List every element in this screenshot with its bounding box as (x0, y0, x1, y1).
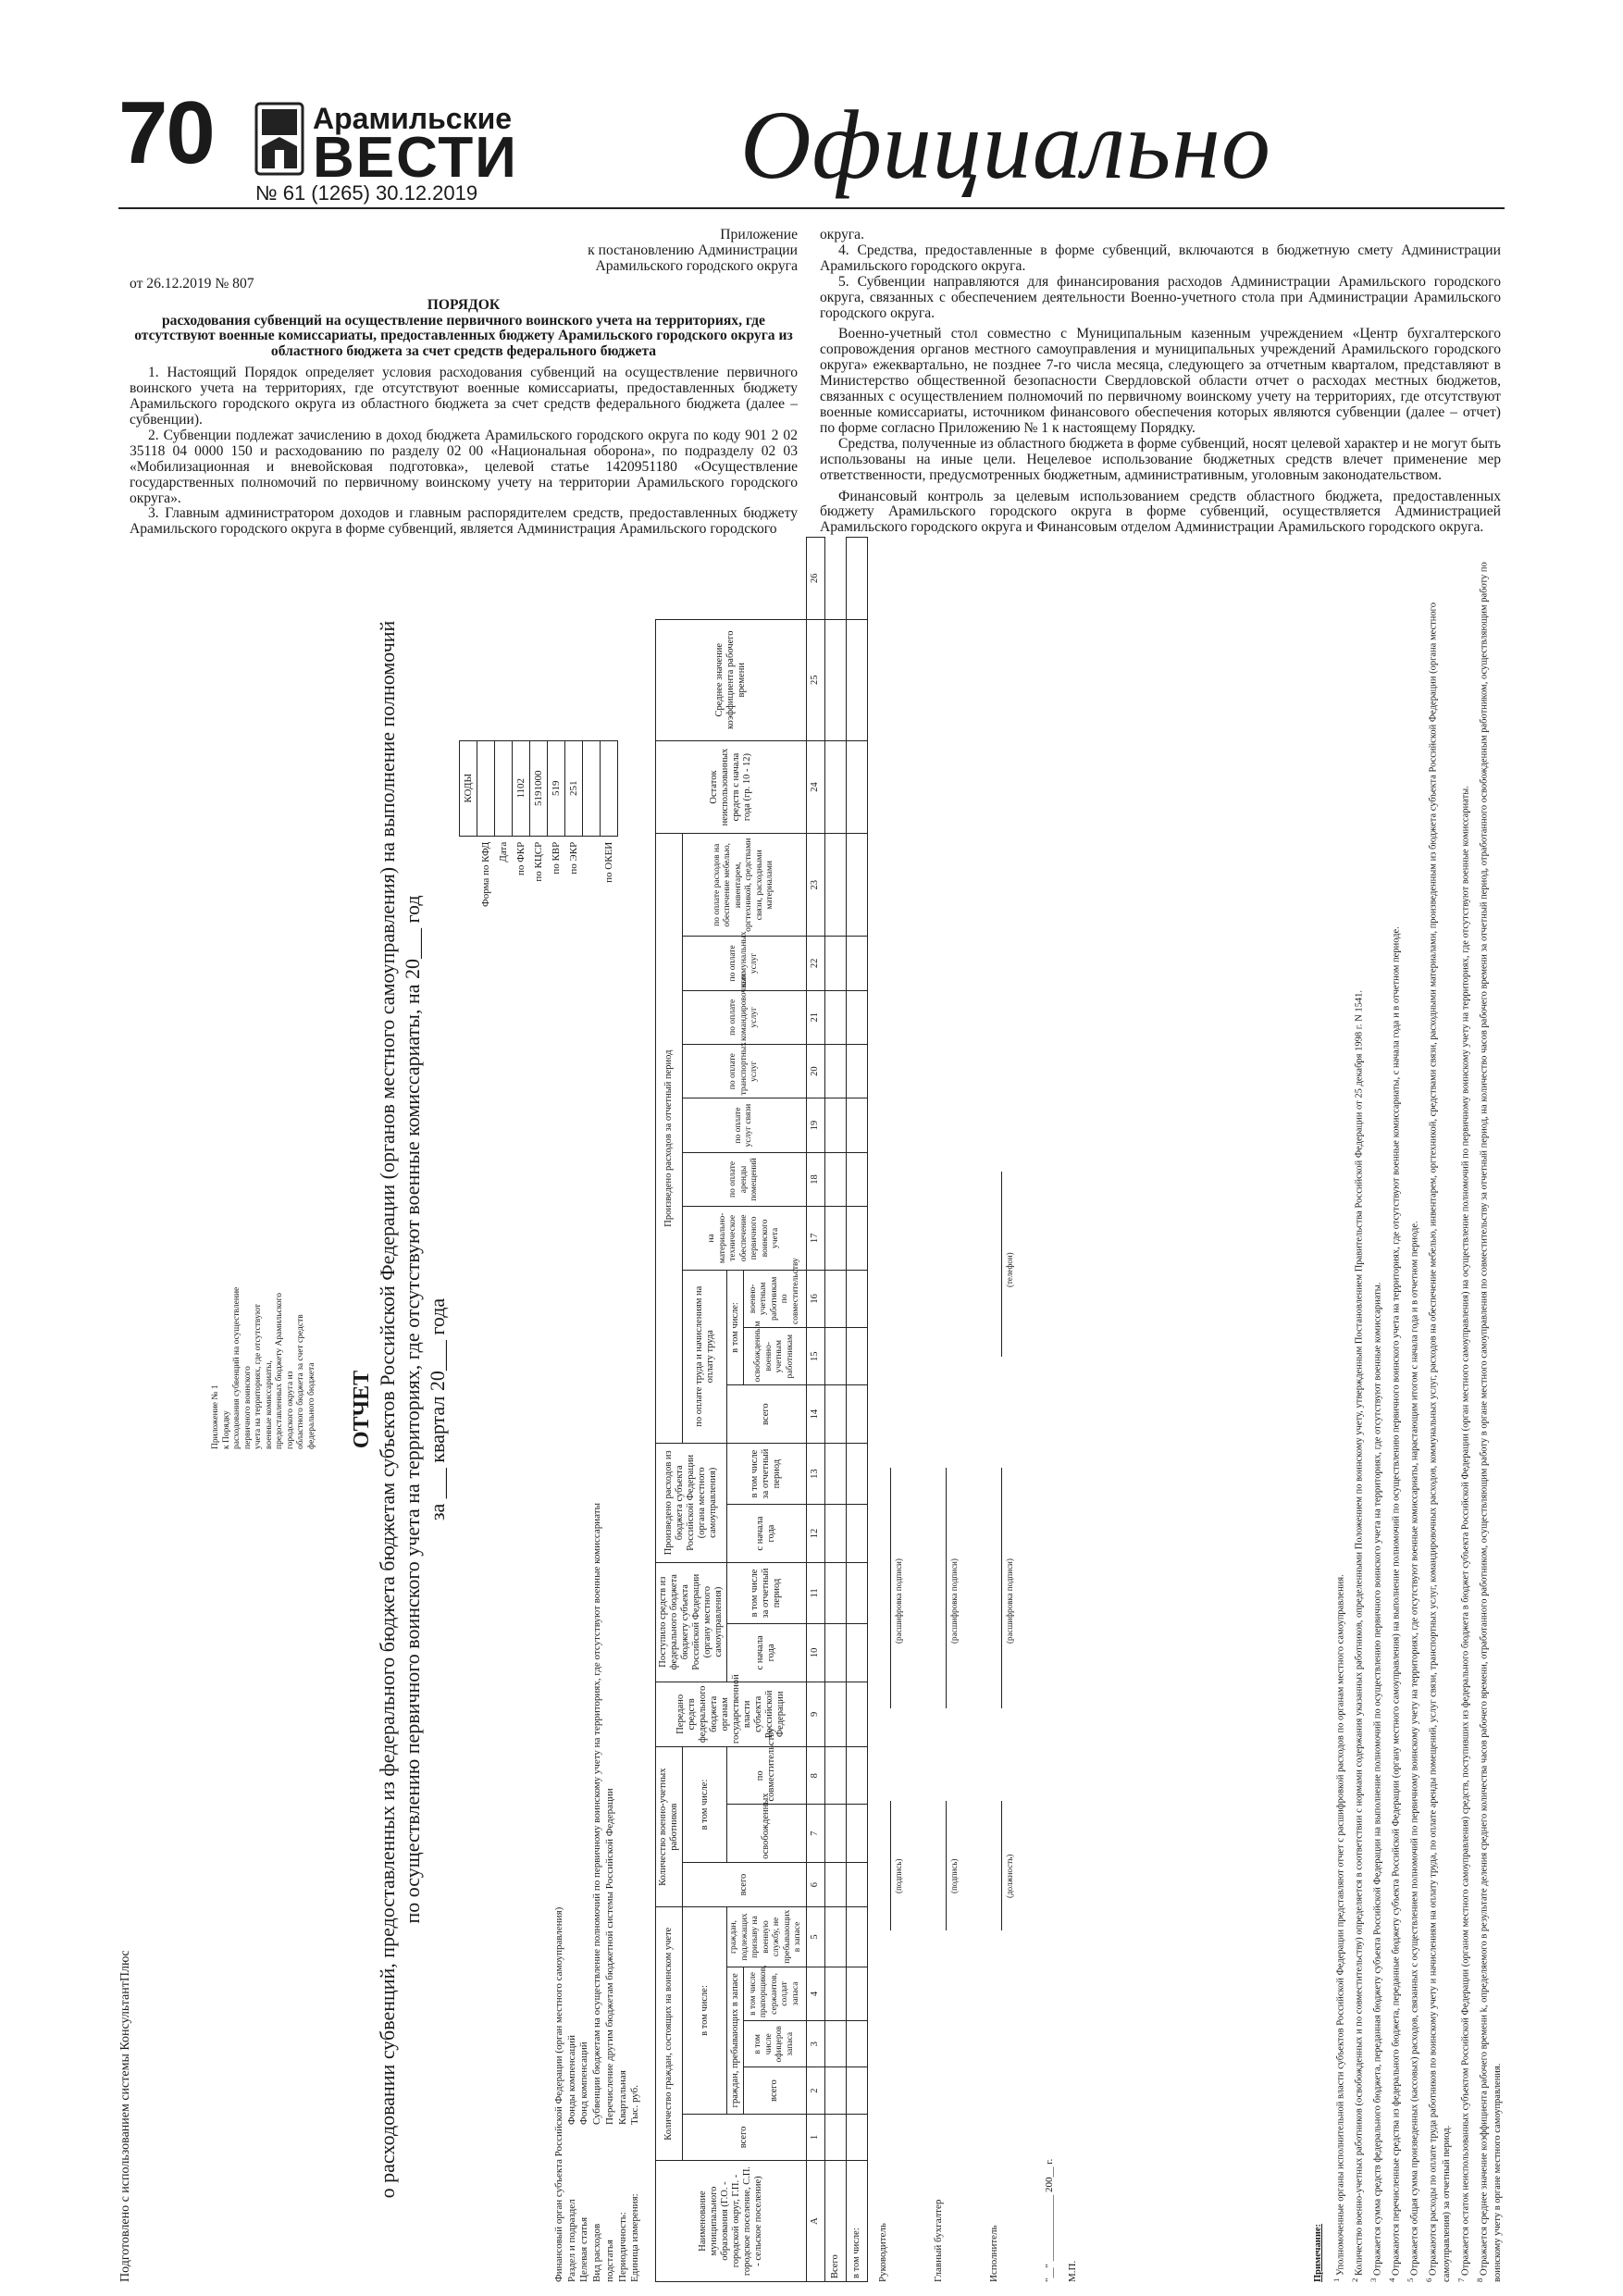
page-number: 70 (118, 83, 214, 182)
decoding-caption: (расшифровка подписи) (949, 1558, 959, 1644)
article-subtitle: расходования субвенций на осуществление первичного воинского учета на территориях, где отсутствуют военные комиссариаты, предоставленных бюджету Арамильского городского округа из областного бюджета за счет средств федерального бюджета (134, 312, 793, 360)
signature-block (859, 537, 1284, 2282)
col-header-workers: Количество военно-учетных работников (656, 1747, 683, 1907)
code-value (477, 740, 495, 836)
code-value: 5191000 (530, 740, 548, 836)
column-number: 25 (806, 619, 824, 740)
col-header-comm: по оплате услуг связи (683, 1098, 807, 1152)
footnote: $^1$ Уполномоченные органы исполнительной власти субъектов Российской Федерации представляют отчет с расшифровкой расходов по органам местного самоуправления. (1331, 1574, 1346, 2282)
col-header-workers-total: всего (683, 1862, 807, 1906)
col-header-spent: Произведено расходов из бюджета субъекта Российской Федерации (органа местного самоуправления) (656, 1443, 727, 1562)
report-title: ОТЧЕТ (350, 1370, 374, 1449)
col-header-officers: в том числе офицеров запаса (744, 2021, 806, 2067)
code-label (583, 836, 601, 912)
column-number: 16 (806, 1270, 824, 1327)
col-header-received-period: в том числе за отчетный период (727, 1562, 807, 1623)
meta-key: Целевая статья (578, 2216, 590, 2282)
appendix-line: Арамильского городского округа (595, 257, 798, 274)
form-appendix-line: к Порядку (221, 1410, 231, 1449)
col-header-expenses: Произведено расходов за отчетный период (656, 834, 683, 1444)
report-heading (350, 537, 450, 2282)
report-subtitle: о расходовании субвенций, предоставленных из федерального бюджета бюджетам субъектов Российской Федерации (органов местного самоуправления) на выполнение полномочий (376, 620, 399, 2199)
column-number: 26 (806, 538, 824, 620)
footnote: $^6$ Отражаются расходы по оплате труда работников по воинскому учету и начислениям на оплату труда, по оплате аренды помещений, услуг связи, транспортных услуг, командировочных расходов, коммунальных услуг, расходов на обеспечение мебелью, инвентарем, оргтехникой, средствами связи, расходными материалами, произведенным из бюджета субъекта Российской Федерации (органа местного самоуправления) за отчетный период. (1424, 602, 1453, 2282)
phone-caption: (телефон) (1005, 1252, 1014, 1287)
footnote: $^8$ Отражается среднее значение коэффициента рабочего времени k, определяемого в результате деления среднего количества часов рабочего времени, отработанного работником, осуществляющим работу в органе местного самоуправления по совместительству за отчетный период, на количество часов рабочего времени за отчетный период, отработанного освобожденным работником, осуществляющим работу по воинскому учету в органе местного самоуправления. (1474, 562, 1503, 2282)
column-number: 24 (806, 740, 824, 834)
codes-box (459, 570, 618, 912)
appendix-line: Приложение (720, 227, 798, 242)
form-appendix (211, 1283, 317, 1449)
col-header-workers-incl: в том числе: (683, 1747, 727, 1863)
stamp-label: М.П. (1067, 2260, 1078, 2282)
col-header-reserve: граждан, пребывающих в запасе (727, 1967, 744, 2114)
masthead-rule (118, 207, 1505, 209)
column-number: 12 (806, 1505, 824, 1562)
code-label: по ФКР (515, 841, 527, 876)
footnote: $^3$ Отражается сумма средств федерального бюджета, переданная бюджету субъекта Российской Федерации на выполнение полномочий по осуществлению первичного воинского учета на территориях, где отсутствуют военные комиссариаты. (1368, 1282, 1383, 2282)
form-appendix-line: учета на территориях, где отсутствуют военные комиссариаты, (254, 1304, 274, 1449)
table-row (824, 538, 846, 2282)
col-header-coef: Среднее значение коэффициента рабочего времени (656, 619, 807, 740)
meta-key: Периодичность: (616, 2212, 628, 2282)
col-header-utilities: по оплате коммунальных услуг (683, 937, 807, 990)
code-value (495, 740, 513, 836)
col-header-received-year: с начала года (727, 1624, 807, 1682)
code-value (601, 740, 618, 836)
column-number: 4 (806, 1967, 824, 2020)
code-label: по КЦСР (533, 841, 544, 882)
meta-value: Перечисление другим бюджетам бюджетной системы Российской Федерации (603, 1788, 615, 2125)
col-header-transport: по оплате транспортных услуг (683, 1044, 807, 1098)
col-header-conscripts: граждан, подлежащих призыву на военную службу, не пребывающих в запасе (727, 1907, 807, 1967)
col-header-spent-period: в том числе за отчетный период (727, 1443, 807, 1504)
column-number: 6 (806, 1862, 824, 1906)
row-label-total: Всего (824, 2161, 846, 2282)
column-number: 13 (806, 1443, 824, 1504)
meta-value: Квартальная (616, 2070, 628, 2125)
meta-key: Раздел и подраздел (565, 2199, 577, 2282)
column-number: 8 (806, 1747, 824, 1805)
meta-value: Фонды компенсаций (565, 2034, 577, 2125)
column-number: 14 (806, 1385, 824, 1443)
column-number: 2 (806, 2067, 824, 2114)
meta-key: Финансовый орган субъекта Российской Федерации (орган местного самоуправления) (553, 1906, 564, 2282)
form-appendix-line: предоставленных бюджету Арамильского городского округа из (275, 1292, 295, 1449)
footnote-text: Отражается остаток неиспользованных субъектом Российской Федерации (органом местного самоуправления) средств, поступивших из федерального бюджета в бюджет субъекта Российской Федерации (орган местного самоуправления) на осуществление полномочий по первичному воинскому учету на территориях, где отсутствуют военные комиссариаты. (1460, 786, 1471, 2276)
meta-value: Субвенции бюджетам на осуществление полномочий по первичному воинскому учету на территориях, где отсутствуют военные комиссариаты (591, 1503, 603, 2125)
consultant-note: Подготовлено с использованием системы КонсультантПлюс (118, 1950, 132, 2282)
article-title: ПОРЯДОК (427, 296, 501, 313)
issue-number: № 61 (1265) 30.12.2019 (255, 181, 478, 205)
signature-date: "__" _____________ 200__ г. (1044, 2158, 1055, 2282)
col-header-wages-rel: освобожденным военно-учетным работникам (744, 1328, 806, 1385)
col-header-balance: Остаток неиспользованных средств с начала года (гр. 10 - 12) (656, 740, 807, 834)
code-label: по ЭКР (568, 841, 579, 875)
column-number: 15 (806, 1328, 824, 1385)
col-header-wages: по оплате труда и начислениям на оплату труда (683, 1270, 727, 1443)
code-value: 519 (548, 740, 565, 836)
paragraph: 1. Настоящий Порядок определяет условия расходования субвенций на осуществление первичного воинского учета на территориях, где отсутствуют военные комиссариаты, предоставленных бюджету Арамильского городского округа из областного бюджета за счет средств федерального бюджета (далее – субвенции). (130, 365, 798, 428)
rotated-report-form (118, 537, 1525, 2282)
form-appendix-line: Приложение № 1 (211, 1384, 220, 1449)
col-header-name: Наименование муниципального образования (Г.О. - городской округ, Г.П. - городское поселение, С.П. - сельское поселение) (656, 2161, 807, 2282)
column-number: 21 (806, 990, 824, 1044)
section-title: Официально (740, 91, 1271, 199)
footnote: $^5$ Отражается общая сумма произведенных (кассовых) расходов, связанных с осуществлением полномочий по первичному воинскому учету на территориях, где отсутствуют военные комиссариаты, нарастающим итогом с начала года и в отчетном периоде. (1405, 1221, 1420, 2282)
paragraph: 5. Субвенции направляются для финансирования расходов Администрации Арамильского городского округа, связанных с обеспечением деятельности Военно-учетного стола при Администрации Арамильского городского округа. (820, 273, 1501, 321)
paragraph: 2. Субвенции подлежат зачислению в доход бюджета Арамильского городского округа по коду 901 2 02 35118 04 0000 150 и расходованию по разделу 02 00 «Национальная оборона», по подразделу 02 03 «Мобилизационная и вневойсковая подготовка», целевой статье 1420951180 «Осуществление государственных полномочий по первичному воинскому учету на территории Арамильского городского округа». (130, 427, 798, 506)
meta-key: подстатья (603, 2240, 615, 2282)
footnotes-heading: Примечание: (1313, 2223, 1323, 2282)
footnote: $^4$ Отражаются перечисленные средства из федерального бюджета, переданные бюджету субъекта Российской Федерации (органу местного самоуправления) на выполнение полномочий по осуществлению первичного воинского учета на территориях, где отсутствуют военные комиссариаты, с начала года и в отчетном периоде. (1386, 926, 1402, 2282)
code-value: 1102 (513, 740, 530, 836)
column-number: 19 (806, 1098, 824, 1152)
column-number: 1 (806, 2114, 824, 2160)
col-header-material: на материально-техническое обеспечение первичного воинского учета (683, 1207, 807, 1270)
footnote-text: Отражается сумма средств федерального бюджета, переданная бюджету субъекта Российской Федерации на выполнение полномочий по осуществлению первичного воинского учета на территориях, где отсутствуют военные комиссариаты. (1372, 1282, 1383, 2276)
code-value: 251 (565, 740, 583, 836)
article-right-column (820, 228, 1501, 536)
footnote-text: Уполномоченные органы исполнительной власти субъектов Российской Федерации представляют отчет с расшифровкой расходов по органам местного самоуправления. (1335, 1574, 1346, 2276)
signature-accountant-label: Главный бухгалтер (933, 2199, 944, 2282)
col-header-wages-incl: в том числе: (727, 1270, 744, 1385)
col-header-wages-part: военно-учетным работникам по совместительству (744, 1270, 806, 1327)
signature-executor-label: Исполнитель (988, 2225, 999, 2282)
column-number: 10 (806, 1624, 824, 1682)
report-meta (553, 1357, 642, 2282)
meta-value: Фонд компенсаций (578, 2042, 590, 2125)
meta-key: Вид расходов (591, 2223, 603, 2282)
column-number: 18 (806, 1152, 824, 1206)
col-header-reserve-total: всего (744, 2067, 806, 2114)
col-header-incl: в том числе: (683, 1907, 727, 2115)
meta-key: Единица измерения: (629, 2193, 641, 2282)
col-header-citizens: Количество граждан, состоящих на воинском учете (656, 1907, 683, 2161)
publication-logo-emblem (254, 102, 304, 176)
row-label-incl: в том числе: (846, 2161, 867, 2282)
paragraph: Финансовый контроль за целевым использованием средств областного бюджета, предоставленных бюджету Арамильского городского округа в форме субвенций, осуществляется Администрацией Арамильского городского округа и Финансовым отделом Администрации Арамильского городского округа. (820, 488, 1501, 536)
column-number: 23 (806, 834, 824, 937)
col-header-soldiers: в том числе прапорщиков, сержантов, солдат запаса (744, 1967, 806, 2020)
report-subtitle: за ___ квартал 20___ года (426, 1297, 449, 1521)
appendix-line: к постановлению Администрации (588, 242, 798, 258)
col-header-spent-year: с начала года (727, 1505, 807, 1562)
code-label: по ОКЕИ (603, 841, 614, 883)
meta-value: Тыс. руб. (629, 2084, 641, 2125)
column-number: 5 (806, 1907, 824, 1967)
article-left-column (130, 228, 798, 538)
footnote-text: Количество военно-учетных работников (освобожденных и по совместительству) определяется в соответствии с нормами содержания указанных работников, определенными Положением по воинскому учету, утвержденным Постановлением Правительства Российской Федерации от 25 декабря 1998 г. N 1541. (1354, 990, 1365, 2276)
code-label: по КВР (551, 841, 562, 875)
footnote: $^2$ Количество военно-учетных работников (освобожденных и по совместительству) определяется в соответствии с нормами содержания указанных работников, определенными Положением по воинскому учету, утвержденным Постановлением Правительства Российской Федерации от 25 декабря 1998 г. N 1541. (1349, 990, 1365, 2282)
paragraph: округа. (820, 227, 864, 242)
column-number: 7 (806, 1805, 824, 1862)
column-number: 11 (806, 1562, 824, 1623)
footnote-text: Отражается общая сумма произведенных (кассовых) расходов, связанных с осуществлением полномочий по первичному воинскому учету на территориях, где отсутствуют военные комиссариаты, нарастающим итогом с начала года и в отчетном периоде. (1409, 1221, 1420, 2276)
footnote-text: Отражаются перечисленные средства из федерального бюджета, переданные бюджету субъекта Российской Федерации (органу местного самоуправления) на выполнение полномочий по осуществлению первичного воинского учета на территориях, где отсутствуют военные комиссариаты, с начала года и в отчетном периоде. (1391, 926, 1402, 2276)
footnote: $^7$ Отражается остаток неиспользованных субъектом Российской Федерации (органом местного самоуправления) средств, поступивших из федерального бюджета в бюджет субъекта Российской Федерации (орган местного самоуправления) на осуществление полномочий по первичному воинскому учету на территориях, где отсутствуют военные комиссариаты. (1456, 786, 1471, 2282)
code-value (583, 740, 601, 836)
form-appendix-line: областного бюджета за счет средств федерального бюджета (296, 1314, 316, 1449)
paragraph: Средства, полученные из областного бюджета в форме субвенций, носят целевой характер и не могут быть использованы на иные цели. Нецелевое использование бюджетных средств влечет применение мер ответственности, предусмотренных бюджетным, административным, уголовным законодательством. (820, 435, 1501, 483)
column-number: 22 (806, 937, 824, 990)
col-header-released: освобожденных (727, 1805, 807, 1862)
col-header-rent: по оплате аренды помещений (683, 1152, 807, 1206)
footnotes (1312, 537, 1505, 2282)
column-number: 17 (806, 1207, 824, 1270)
paragraph: Военно-учетный стол совместно с Муниципальным казенным учреждением «Центр бухгалтерского сопровождения органов местного самоуправления и муниципальных учреждений Арамильского городского округа» ежеквартально, не позднее 7-го числа месяца, следующего за отчетным кварталом, представляют в Министерство общественной безопасности Свердловской области отчет о расходах местных бюджетов, связанных с осуществлением полномочий по первичному воинскому учету на территориях, где отсутствуют военные комиссариаты, источником финансового обеспечения которых являются субвенции (далее – отчет) по форме согласно Приложению № 1 к настоящему Порядку. (820, 326, 1501, 436)
code-label: Дата (498, 841, 509, 863)
col-header-parttime: по совместительству (727, 1747, 807, 1805)
col-header-transferred: Передано средств федерального бюджета органам государственной власти субъекта Российской Федерации (656, 1682, 807, 1746)
report-subtitle: по осуществлению первичного воинского учета на территориях, где отсутствуют военные комиссариаты, на 20___ год (401, 895, 424, 1924)
column-number: 9 (806, 1682, 824, 1746)
publication-name-main: ВЕСТИ (313, 126, 518, 190)
col-header-furniture: по оплате расходов на обеспечение мебелью, инвентарем, оргтехникой, средствами связи, расходными материалами (683, 834, 807, 937)
position-caption: (должность) (1005, 1854, 1014, 1898)
form-appendix-line: расходования субвенций на осуществление первичного воинского (232, 1286, 253, 1449)
column-number: 20 (806, 1044, 824, 1098)
footnote-text: Отражаются расходы по оплате труда работников по воинскому учету и начислениям на оплату труда, по оплате аренды помещений, услуг связи, транспортных услуг, командировочных расходов, коммунальных услуг, расходов на обеспечение мебелью, инвентарем, оргтехникой, средствами связи, расходными материалами, произведенным из бюджета субъекта Российской Федерации (органа местного самоуправления) за отчетный период. (1428, 602, 1453, 2282)
decoding-caption: (расшифровка подписи) (1005, 1558, 1014, 1644)
column-number: А (806, 2161, 824, 2282)
signature-caption: (подпись) (949, 1858, 959, 1893)
col-header-received: Поступило средств из федерального бюджета бюджету субъекта Российской Федерации (органу местного самоуправления) (656, 1562, 727, 1682)
col-header-travel: по оплате командировочных услуг (683, 990, 807, 1044)
codes-header: КОДЫ (460, 740, 477, 836)
column-number-row (806, 538, 824, 2282)
publication-name-top: Арамильские (313, 102, 513, 135)
decree-date: от 26.12.2019 № 807 (130, 275, 254, 292)
decoding-caption: (расшифровка подписи) (894, 1558, 903, 1644)
column-number: 3 (806, 2021, 824, 2067)
report-table (655, 537, 868, 2282)
code-label: Форма по КФД (480, 841, 491, 907)
col-header-total: всего (683, 2114, 807, 2160)
paragraph: 3. Главным администратором доходов и главным распорядителем средств, предоставленных бюджету Арамильского городского округа в форме субвенций, является Администрация Арамильского городского (130, 505, 798, 538)
footnote-text: Отражается среднее значение коэффициента рабочего времени k, определяемого в результате деления среднего количества часов рабочего времени, отработанного работником, осуществляющим работу в органе местного самоуправления по совместительству за отчетный период, на количество часов рабочего времени за отчетный период, отработанного освобожденным работником, осуществляющим работу по воинскому учету в органе местного самоуправления. (1479, 562, 1503, 2282)
paragraph: 4. Средства, предоставленные в форме субвенций, включаются в бюджетную смету Администрации Арамильского городского округа. (820, 242, 1501, 274)
signature-caption: (подпись) (894, 1858, 903, 1893)
signature-head-label: Руководитель (877, 2223, 888, 2282)
col-header-wages-total: всего (727, 1385, 807, 1443)
